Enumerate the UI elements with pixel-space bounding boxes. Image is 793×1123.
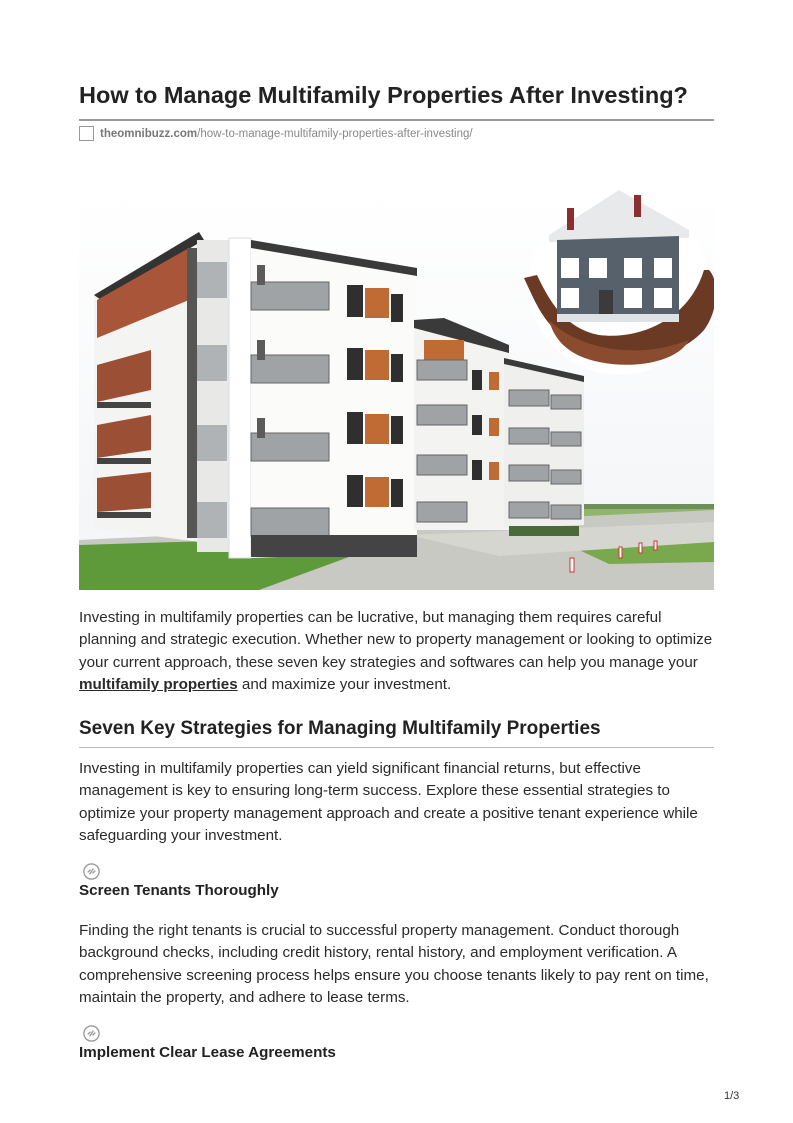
source-url[interactable]: [79, 125, 473, 142]
hero-image: [79, 190, 714, 590]
building-illustration-icon: [79, 190, 714, 590]
intro-text: Investing in multifamily properties can be lucrative, but managing them requires careful planning and strategic execution. Whether new to property management or looking to optimize your current approach, these seven key strategies and softwares can help you manage your: [79, 609, 713, 671]
source-domain: theomnibuzz.com: [100, 127, 198, 140]
multifamily-properties-link[interactable]: multifamily properties: [79, 676, 238, 694]
strategy-1-body: Finding the right tenants is crucial to successful property management. Conduct thorough background checks, including credit history, rental history, and employment verification. A comprehensive screening process helps ensure you choose tenants likely to pay rent on time, maintain the property, and adhere to lease terms.: [79, 922, 709, 1007]
page-number: 1/3: [724, 1090, 740, 1102]
section-paragraph: Investing in multifamily properties can yield significant financial returns, but effective management is key to ensuring long-term success. Explore these essential strategies to optimize your property management approach and create a positive tenant experience while safeguarding your investment.: [79, 760, 698, 845]
section-divider: [79, 747, 714, 748]
loop-icon: [82, 1024, 101, 1043]
intro-paragraph: [79, 607, 717, 697]
source-path: /how-to-manage-multifamily-properties-after-investing/: [197, 127, 473, 140]
favicon-icon: [79, 126, 94, 141]
page-title: How to Manage Multifamily Properties After Investing?: [79, 82, 688, 108]
strategy-1-title: Screen Tenants Thoroughly: [79, 882, 279, 899]
strategy-2-title: Implement Clear Lease Agreements: [79, 1044, 336, 1061]
loop-icon: [82, 862, 101, 881]
title-divider: [79, 119, 714, 121]
section-heading: Seven Key Strategies for Managing Multifamily Properties: [79, 718, 601, 739]
intro-text-end: and maximize your investment.: [237, 676, 452, 694]
